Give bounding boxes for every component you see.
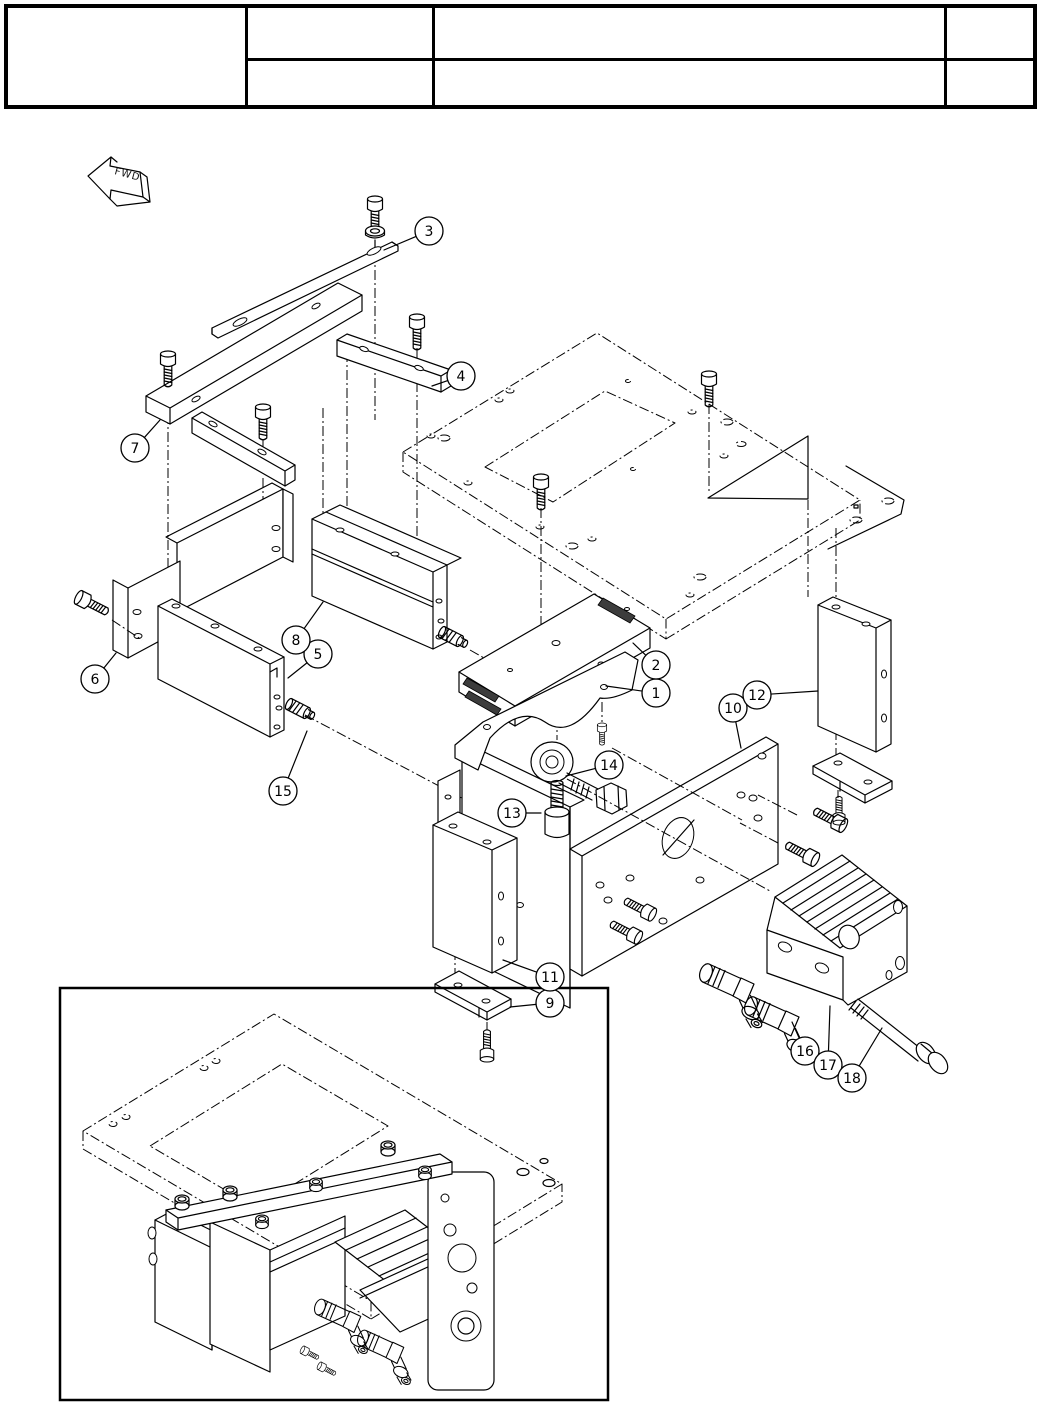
screw-12 — [833, 796, 845, 825]
callout-15-number: 15 — [274, 784, 292, 800]
phantom-top-plate — [403, 333, 904, 639]
callout-3-number: 3 — [424, 224, 434, 240]
screw-9 — [480, 1030, 494, 1062]
washer-3 — [366, 226, 385, 238]
table-vline-3 — [944, 8, 947, 105]
callout-10-number: 10 — [724, 701, 742, 717]
callout-14-number: 14 — [600, 758, 618, 774]
bar-12 — [813, 753, 892, 803]
screw-top-plate-right — [702, 371, 717, 407]
inset-assembled-view — [60, 988, 608, 1400]
fwd-arrow-icon — [88, 157, 150, 206]
callout-18-number: 18 — [843, 1071, 861, 1087]
rear-wall — [166, 483, 293, 612]
title-block-table — [4, 4, 1037, 109]
bolt-18 — [849, 999, 952, 1077]
callout-7-number: 7 — [130, 441, 140, 457]
inset-mechanism — [148, 1141, 494, 1390]
callout-16-number: 16 — [796, 1044, 814, 1060]
callout-11-number: 11 — [541, 970, 559, 986]
callout-8-leader — [304, 602, 323, 629]
callout-7-leader — [144, 420, 160, 438]
screw-1 — [597, 723, 606, 745]
frame-flag-plane — [708, 436, 808, 499]
callout-17-number: 17 — [819, 1058, 837, 1074]
callout-18-leader — [859, 1028, 882, 1066]
cross-bar-left — [192, 412, 295, 486]
fitting-16a — [697, 962, 763, 1029]
block-12 — [818, 597, 891, 752]
callout-12-number: 12 — [748, 688, 766, 704]
screw-4 — [410, 314, 425, 350]
block-8 — [312, 505, 461, 649]
callout-5-number: 5 — [313, 647, 323, 663]
screw-10a — [811, 804, 850, 834]
callout-4-number: 4 — [456, 369, 466, 385]
callout-10-leader — [736, 722, 741, 748]
callout-9-leader — [510, 1004, 536, 1007]
callout-6-number: 6 — [90, 672, 100, 688]
callout-2-number: 2 — [651, 658, 661, 674]
callout-6-leader — [104, 653, 116, 668]
callout-8-number: 8 — [291, 633, 301, 649]
callout-13-number: 13 — [503, 806, 521, 822]
fwd-label: FWD — [113, 166, 142, 184]
callout-17-leader — [828, 1006, 830, 1051]
block-11 — [433, 812, 517, 973]
table-vline-2 — [432, 8, 435, 105]
cylinder-17 — [767, 855, 907, 1005]
callout-9-number: 9 — [545, 996, 555, 1012]
callout-12-leader — [771, 691, 818, 694]
screw-6 — [73, 589, 112, 619]
table-vline-1 — [245, 8, 248, 105]
callout-1-number: 1 — [651, 686, 661, 702]
screw-top-plate-mid — [534, 474, 549, 510]
table-hline — [245, 58, 1033, 61]
plate-9 — [435, 971, 511, 1020]
block-5 — [158, 599, 284, 737]
screw-cross-left — [256, 404, 271, 440]
callout-5-leader — [288, 663, 307, 678]
callout-15-leader — [288, 731, 307, 778]
bar-7 — [146, 283, 362, 424]
bar-4 — [337, 334, 451, 392]
screw-10b — [783, 838, 822, 868]
